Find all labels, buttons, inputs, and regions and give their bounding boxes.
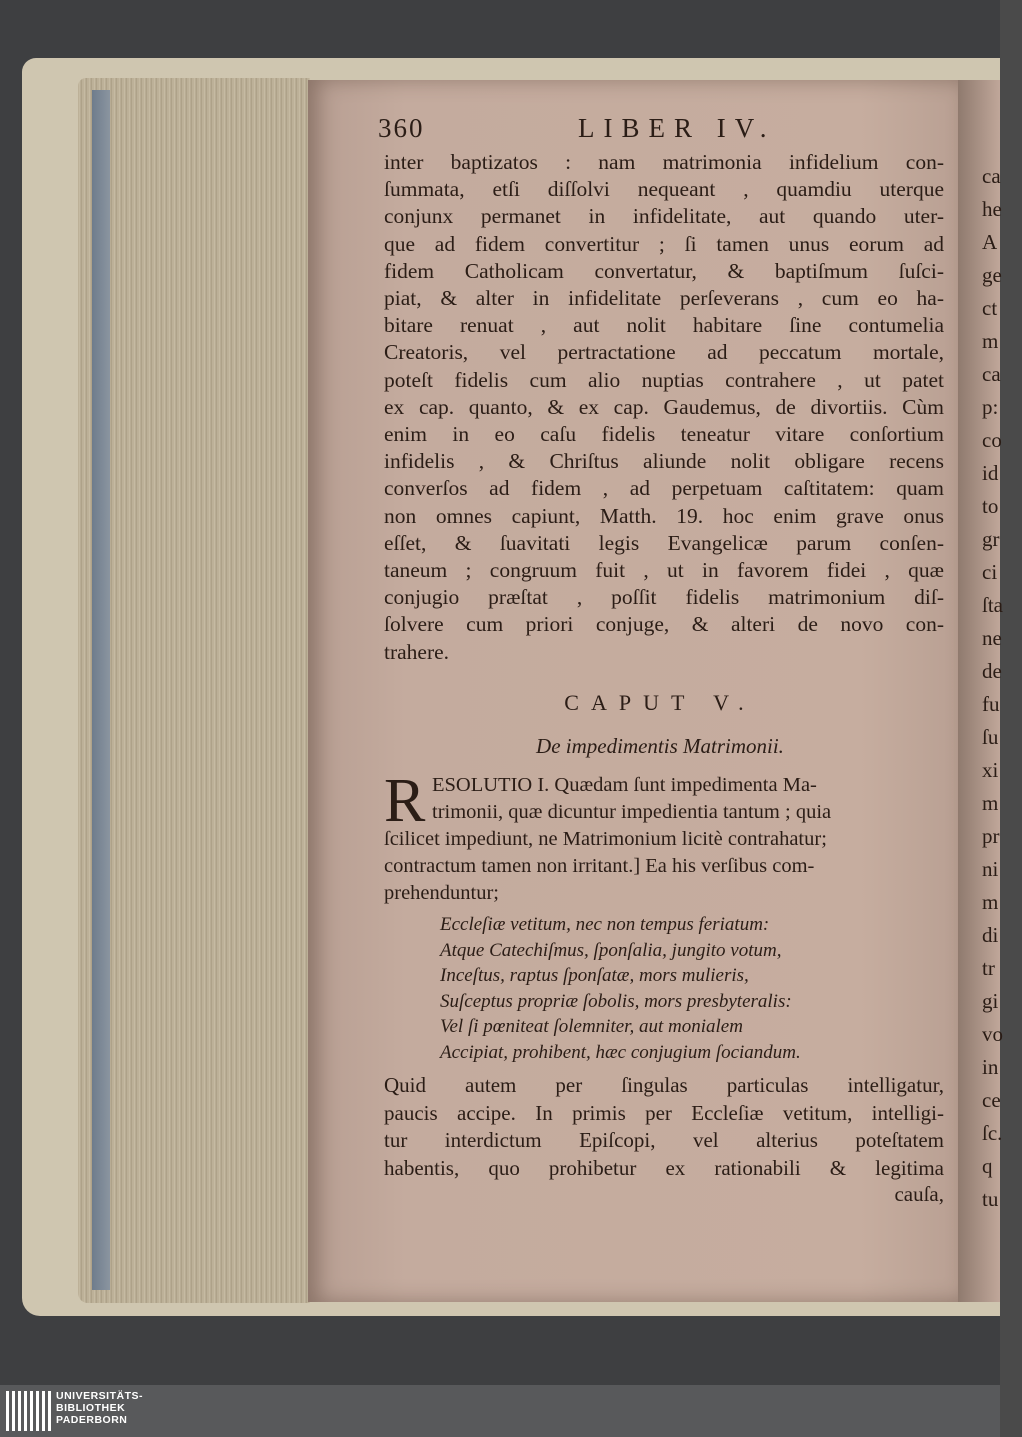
facing-page-fragment: ni (982, 857, 999, 881)
facing-page-fragment: di (982, 923, 999, 947)
verse-line: Vel ſi pœniteat ſolemniter, aut monialem (440, 1016, 743, 1037)
facing-page-fragment: id (982, 461, 999, 485)
facing-page-fragment: m (982, 329, 999, 353)
verse-line: Inceſtus, raptus ſponſatæ, mors mulieris, (440, 965, 749, 986)
resolutio-line: trimonii, quæ dicuntur impedientia tantum ; quia (432, 801, 832, 823)
facing-page-fragment: q (982, 1154, 993, 1178)
text-line: inter baptizatos : nam matrimonia infidelium con- (384, 150, 944, 174)
page-edge-coloring (92, 90, 110, 1290)
page-header (378, 113, 938, 147)
facing-page-fragment: ci (982, 560, 998, 584)
facing-page-fragment: A (982, 230, 998, 254)
facing-page-fragment: ſta (982, 593, 1003, 617)
facing-page-fragment: gr (982, 527, 1000, 551)
facing-page-fragment: to (982, 494, 999, 518)
facing-page-fragment: gi (982, 989, 999, 1013)
text-line: conjugio præſtat , poſſit fidelis matrimonium diſ- (384, 585, 944, 610)
resolutio-line: ſcilicet impediunt, ne Matrimonium licitè contrahatur; (384, 828, 827, 850)
logo-line-3: PADERBORN (56, 1414, 128, 1426)
facing-page-fragment: xi (982, 758, 999, 782)
facing-page-fragment: ge (982, 263, 1002, 287)
logo-line-1: UNIVERSITÄTS- (56, 1390, 144, 1402)
text-line: ſolvere cum priori conjuge, & alteri de novo con- (384, 612, 944, 637)
text-line: ex cap. quanto, & ex cap. Gaudemus, de divortiis. Cùm (384, 394, 944, 419)
text-line: enim in eo caſu fidelis teneatur vitare conſortium (384, 422, 944, 447)
library-logo-icon (6, 1391, 52, 1431)
text-line: paucis accipe. In primis per Eccleſiæ vetitum, intelligi- (384, 1100, 944, 1125)
text-line: que ad fidem convertitur ; ſi tamen unus eorum ad (384, 231, 944, 256)
facing-page-fragment: fu (982, 692, 1000, 716)
facing-page-fragment: he (982, 197, 1002, 221)
verse-block (440, 912, 940, 1065)
page-number: 360 (378, 113, 425, 143)
catchword: cauſa, (894, 1182, 944, 1206)
text-line: infidelis , & Chriſtus aliunde nolit obligare recens (384, 449, 944, 474)
verse-line: Suſceptus propriæ ſobolis, mors presbyteralis: (440, 990, 792, 1012)
facing-page-fragment: m (982, 791, 999, 815)
chapter-subtitle: De impedimentis Matrimonii. (536, 734, 784, 758)
chapter-heading: CAPUT V. (564, 690, 756, 715)
facing-page-fragment: m (982, 890, 999, 914)
text-line: non omnes capiunt, Matth. 19. hoc enim grave onus (384, 503, 944, 528)
facing-page-fragment: ce (982, 1088, 1001, 1112)
library-logo-text (56, 1390, 206, 1426)
body-paragraph (384, 149, 944, 666)
facing-page-fragment: tr (982, 956, 995, 980)
verse-line: Eccleſiæ vetitum, nec non tempus feriatum: (440, 914, 770, 935)
text-line: fidem Catholicam convertatur, & baptiſmum ſuſci- (384, 258, 944, 283)
resolutio-paragraph (384, 767, 944, 907)
text-line: Quid autem per ſingulas particulas intelligatur, (384, 1073, 944, 1097)
text-line: converſos ad fidem , ad perpetuam caſtitatem: quam (384, 476, 944, 501)
drop-cap: R (384, 767, 426, 835)
verse-line: Accipiat, prohibent, hæc conjugium ſociandum. (440, 1041, 801, 1063)
text-line: taneum ; congruum fuit , ut in favorem fidei , quæ (384, 558, 944, 583)
text-line: trahere. (384, 639, 450, 664)
facing-page-fragments (982, 160, 1022, 1216)
text-line: eſſet, & ſuavitati legis Evangelicæ parum conſen- (384, 530, 944, 555)
facing-page-edge (958, 80, 1003, 1302)
resolutio-line: prehenduntur; (384, 882, 499, 904)
text-line: piat, & alter in infidelitate perſeverans , cum eo ha- (384, 286, 944, 311)
facing-page-fragment: ſu (982, 725, 999, 749)
text-line: bitare renuat , aut nolit habitare ſine contumelia (384, 313, 944, 338)
text-line: ſummata, etſi diſſolvi nequeant , quamdiu uterque (384, 177, 944, 202)
closing-paragraph (384, 1072, 944, 1182)
facing-page-fragment: de (982, 659, 1002, 683)
text-line: poteſt fidelis cum alio nuptias contrahere , ut patet (384, 367, 944, 392)
book-fore-edge (78, 78, 310, 1303)
text-line: tur interdictum Epiſcopi, vel alterius poteſtatem (384, 1128, 944, 1152)
running-title: LIBER IV. (578, 113, 776, 143)
text-line: habentis, quo prohibetur ex rationabili & legitima (384, 1155, 944, 1180)
resolutio-line: contractum tamen non irritant.] Ea his verſibus com- (384, 855, 815, 877)
facing-page-fragment: ct (982, 296, 998, 320)
text-line: conjunx permanet in infidelitate, aut quando uter- (384, 204, 944, 229)
facing-page-fragment: pr (982, 824, 1000, 848)
facing-page-fragment: p: (982, 395, 999, 419)
logo-line-2: BIBLIOTHEK (56, 1402, 126, 1414)
facing-page-fragment: ſc. (982, 1121, 1003, 1145)
text-line: Creatoris, vel pertractatione ad peccatum mortale, (384, 340, 944, 365)
facing-page-fragment: in (982, 1055, 999, 1079)
verse-line: Atque Catechiſmus, ſponſalia, jungito votum, (440, 939, 782, 961)
facing-page-fragment: ne (982, 626, 1002, 650)
facing-page-fragment: co (982, 428, 1002, 452)
facing-page-fragment: vo (982, 1022, 1003, 1046)
facing-page-fragment: ca (982, 362, 1001, 386)
resolutio-line: ESOLUTIO I. Quædam ſunt impedimenta Ma- (432, 774, 817, 796)
facing-page-fragment: ca (982, 164, 1001, 188)
facing-page-fragment: tu (982, 1187, 999, 1211)
